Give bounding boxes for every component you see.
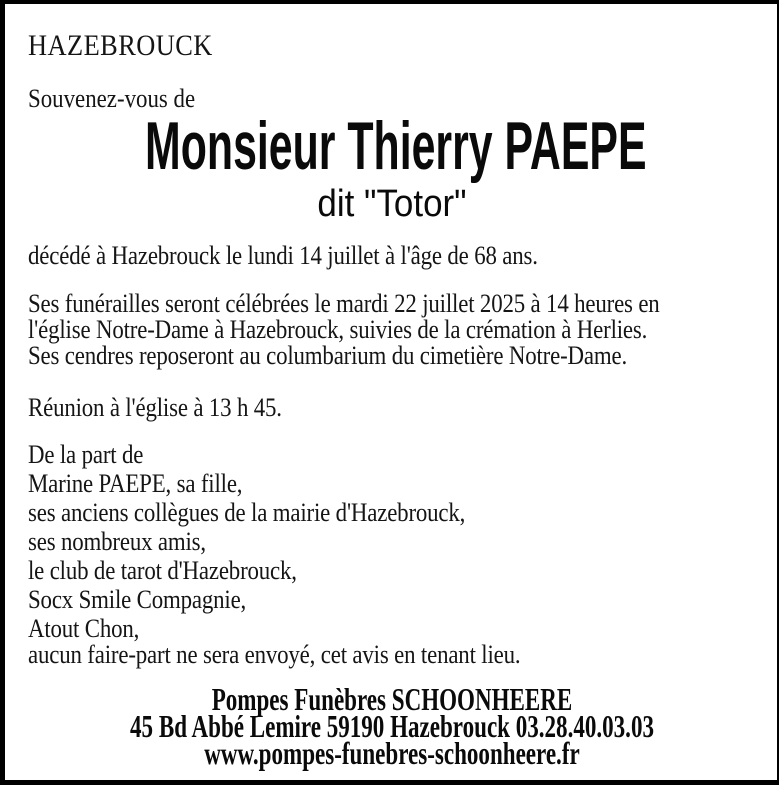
- deceased-nickname: dit "Totor": [317, 183, 467, 225]
- meeting-time: Réunion à l'église à 13 h 45.: [28, 393, 282, 422]
- city-heading: HAZEBROUCK: [28, 29, 213, 62]
- death-announcement: décédé à Hazebrouck le lundi 14 juillet à l'âge de 68 ans.: [28, 241, 538, 270]
- deceased-name: Monsieur Thierry PAEPE: [145, 108, 647, 184]
- funeral-home-address: 45 Bd Abbé Lemire 59190 Hazebrouck 03.28.40.03.03: [130, 708, 654, 744]
- funeral-home-name: Pompes Funèbres SCHOONHEERE: [211, 681, 573, 717]
- funeral-details: Ses funérailles seront célébrées le mardi 22 juillet 2025 à 14 heures en l'église Notre-Dame à Hazebrouck, suivies de la crémation à Herlies. Ses cendres reposeront au columbarium du cimetière Notre-Dame.: [28, 289, 660, 370]
- funeral-home-website: www.pompes-funebres-schoonheere.fr: [204, 735, 580, 771]
- no-announcement-notice: aucun faire-part ne sera envoyé, cet avis en tenant lieu.: [28, 640, 521, 669]
- family-list: De la part de Marine PAEPE, sa fille, ses anciens collègues de la mairie d'Hazebrouck, ses nombreux amis, le club de tarot d'Hazebrouck, Socx Smile Compagnie, Atout Chon,: [28, 440, 466, 643]
- funeral-home-block: [110, 681, 674, 771]
- intro-text: Souvenez-vous de: [28, 84, 196, 113]
